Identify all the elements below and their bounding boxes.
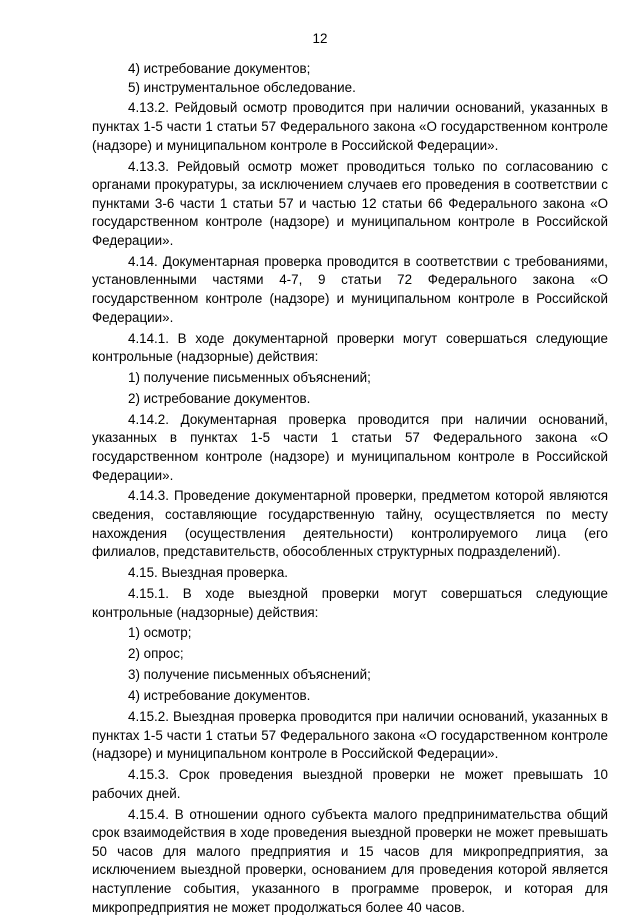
paragraph-4-15-4: 4.15.4. В отношении одного субъекта малого предпринимательства общий срок взаимодействия в ходе проведения выездной проверки не может превышать 50 часов для малого предприятия и 15 часов для микропредприятия, за исключением выездной проверки, основанием для проведения которой является наступление события, указанного в программе проверок, и которая для микропредприятия не может продолжаться более 40 часов. (92, 806, 608, 915)
list-item: 4) истребование документов; (128, 61, 311, 76)
list-item: 2) истребование документов. (128, 390, 311, 406)
paragraph-4-14: 4.14. Документарная проверка проводится в соответствии с требованиями, установленными частями 4-7, 9 статьи 72 Федерального закона «О государственном контроле (надзоре) и муниципальном контроле в Российской Федерации». (92, 253, 608, 325)
list-item: 1) получение письменных объяснений; (128, 369, 371, 385)
list-item: 4) истребование документов. (128, 688, 311, 704)
list-item: 2) опрос; (128, 646, 184, 662)
paragraph-4-14-1: 4.14.1. В ходе документарной проверки могут совершаться следующие контрольные (надзорные) действия: (92, 330, 608, 365)
page-number: 12 (312, 31, 328, 46)
list-item: 1) осмотр; (128, 625, 192, 641)
paragraph-4-15-3: 4.15.3. Срок проведения выездной проверки не может превышать 10 рабочих дней. (92, 767, 608, 801)
paragraph-4-13-2: 4.13.2. Рейдовый осмотр проводится при наличии оснований, указанных в пунктах 1-5 части 1 статьи 57 Федерального закона «О государственном контроле (надзоре) и муниципальном контроле в Российской Федерации». (92, 100, 608, 153)
paragraph-4-15-1: 4.15.1. В ходе выездной проверки могут совершаться следующие контрольные (надзорные) действия: (92, 586, 608, 620)
paragraph-4-14-3: 4.14.3. Проведение документарной проверки, предметом которой являются сведения, составляющие государственную тайну, осуществляется по месту нахождения (осуществления деятельности) контролируемого лица (его филиалов, представительств, обособленных структурных подразделений). (92, 488, 608, 560)
paragraph-4-15: 4.15. Выездная проверка. (128, 565, 289, 581)
paragraph-4-13-3: 4.13.3. Рейдовый осмотр может проводиться только по согласованию с органами прокуратуры, за исключением случаев его проведения в соответствии с пунктами 3-6 части 1 статьи 57 и частью 12 статьи 66 Федерального закона «О государственном контроле (надзоре) и муниципальном контроле в Российской Федерации». (92, 158, 608, 248)
paragraph-4-15-2: 4.15.2. Выездная проверка проводится при наличии оснований, указанных в пунктах 1-5 части 1 статьи 57 Федерального закона «О государственном контроле (надзоре) и муниципальном контроле в Российской Федерации». (92, 709, 608, 762)
list-item: 5) инструментальное обследование. (128, 79, 356, 95)
document-body (92, 60, 608, 917)
list-item: 3) получение письменных объяснений; (128, 667, 371, 683)
paragraph-4-14-2: 4.14.2. Документарная проверка проводится при наличии оснований, указанных в пунктах 1-5 части 1 статьи 57 Федерального закона «О государственном контроле (надзоре) и муниципальном контроле в Российской Федерации». (92, 411, 608, 483)
